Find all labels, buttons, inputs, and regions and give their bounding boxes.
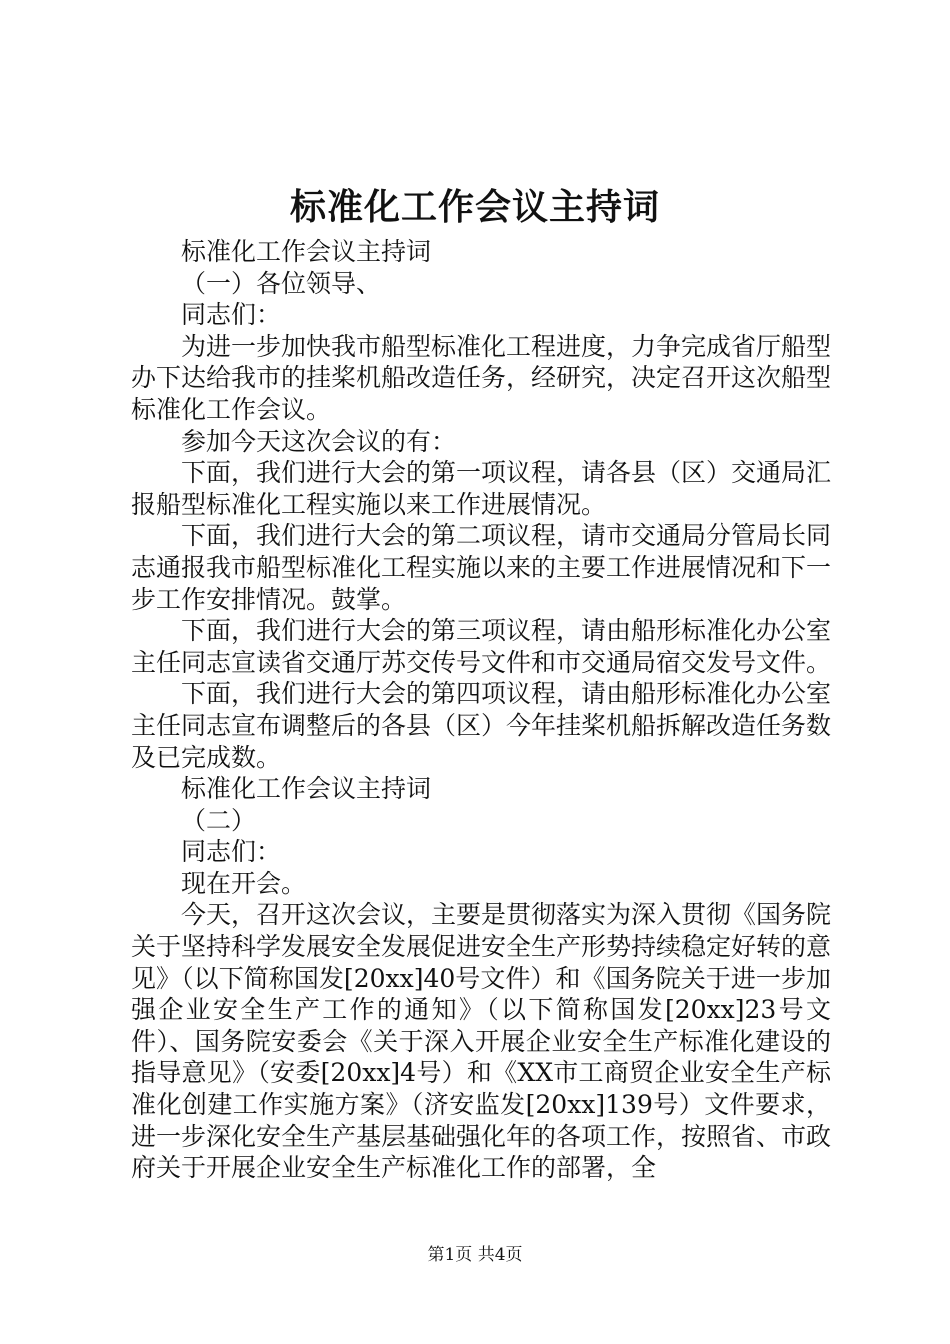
- paragraph: 同志们：: [181, 837, 282, 867]
- paragraph: 标准化工作会议主持词: [181, 774, 432, 804]
- paragraph: （二）: [181, 805, 257, 835]
- paragraph: （一）各位领导、: [181, 268, 382, 298]
- paragraph: 标准化工作会议主持词: [181, 237, 432, 266]
- paragraph: 参加今天这次会议的有：: [181, 426, 457, 456]
- paragraph: 现在开会。: [181, 868, 307, 898]
- paragraph: 下面，我们进行大会的第四项议程，请由船形标准化办公室主任同志宣布调整后的各县（区）今年挂桨机船拆解改造任务数及已完成数。: [131, 679, 832, 772]
- paragraph: 今天，召开这次会议，主要是贯彻落实为深入贯彻《国务院关于坚持科学发展安全发展促进安全生产形势持续稳定好转的意见》（以下简称国发[20xx]40号文件）和《国务院关于进一步加强企业安全生产工作的通知》（以下简称国发[20xx]23号文件）、国务院安委会《关于深入开展企业安全生产标准化建设的指导意见》（安委[20xx]4号）和《XX市工商贸企业安全生产标准化创建工作实施方案》（济安监发[20xx]139号）文件要求，进一步深化安全生产基层基础强化年的各项工作，按照省、市政府关于开展企业安全生产标准化工作的部署，全: [131, 900, 832, 1183]
- document-title: 标准化工作会议主持词: [289, 186, 660, 228]
- paragraph: 下面，我们进行大会的第二项议程，请市交通局分管局长同志通报我市船型标准化工程实施以来的主要工作进展情况和下一步工作安排情况。鼓掌。: [131, 521, 832, 614]
- paragraph: 同志们：: [181, 300, 282, 330]
- paragraph: 下面，我们进行大会的第三项议程，请由船形标准化办公室主任同志宣读省交通厅苏交传号文件和市交通局宿交发号文件。: [131, 616, 832, 677]
- paragraph: 为进一步加快我市船型标准化工程进度，力争完成省厅船型办下达给我市的挂桨机船改造任务，经研究，决定召开这次船型标准化工作会议。: [131, 331, 832, 424]
- page-number-footer: 第1页 共4页: [427, 1245, 523, 1265]
- document-body: [131, 236, 831, 1184]
- paragraph: 下面，我们进行大会的第一项议程，请各县（区）交通局汇报船型标准化工程实施以来工作进展情况。: [131, 458, 832, 519]
